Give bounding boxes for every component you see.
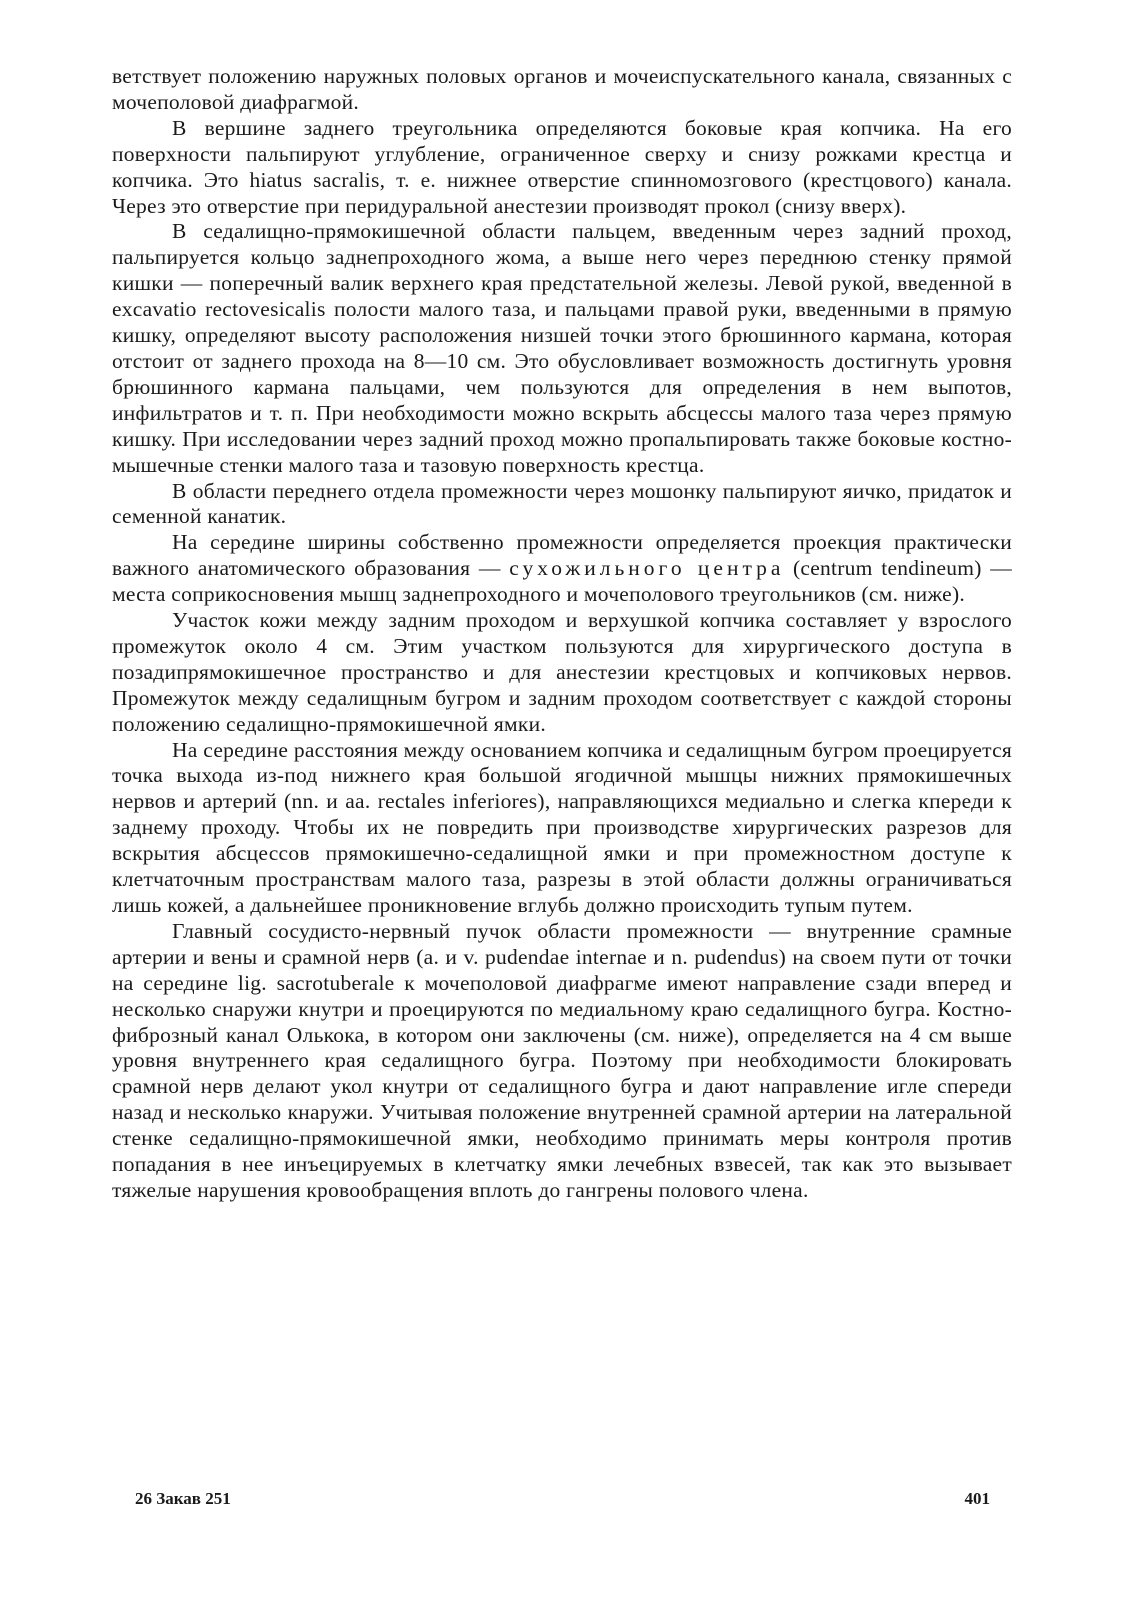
paragraph-rectal-nerves: На середине расстояния между основанием копчика и седалищным бугром проецируется точка выхода из-под нижнего края большой ягодичной мышцы нижних прямокишечных нервов и артерий (nn. и aa. rectales inferiores), направляющихся медиально и слегка кпереди к заднему проходу. Чтобы их не повредить при производстве хирургических разрезов для вскрытия абсцессов прямокишечно-седалищной ямки и при промежностном доступе к клетчаточным пространствам малого таза, разрезы в этой области должны ограничиваться лишь кожей, а дальнейшее проникновение вглубь должно происходить тупым путем. — [112, 737, 1012, 917]
paragraph-centrum-tendineum — [112, 530, 1012, 608]
page-footer — [135, 1489, 990, 1509]
centrum-text-before: На середине ширины собственно промежности определяется проекция практически важного анатомического образования — — [112, 530, 1012, 581]
paragraph-coccyx-interval: Участок кожи между задним проходом и верхушкой копчика составляет у взрослого промежуток около 4 см. Этим участком пользуются для хирургического доступа в позадипрямокишечное пространство и для анестезии крестцовых и копчиковых нервов. Промежуток между седалищным бугром и задним проходом соответствует с каждой стороны положению седалищно-прямокишечной ямки. — [112, 608, 1012, 736]
paragraph-pudendal-bundle: Главный сосудисто-нервный пучок области промежности — внутренние срамные артерии и вены и срамной нерв (a. и v. pudendae internae и n. pudendus) на своем пути от точки на середине lig. sacrotuberale к мочеполовой диафрагме имеют направление сзади вперед и несколько снаружи кнутри и проецируются по медиальному краю седалищного бугра. Костно-фиброзный канал Олькока, в котором они заключены (см. ниже), определяется на 4 см выше уровня внутреннего края седалищного бугра. Поэтому при необходимости блокировать срамной нерв делают укол кнутри от седалищного бугра и дают направление игле спереди назад и несколько кнаружи. Учитывая положение внутренней срамной артерии на латеральной стенке седалищно-прямокишечной ямки, необходимо принимать меры контроля против попадания в нее инъецируемых в клетчатку ямки лечебных взвесей, так как это вызывает тяжелые нарушения кровообращения вплоть до гангрены полового члена. — [112, 918, 1012, 1202]
centrum-text-after: (centrum tendineum) — места соприкосновения мышц заднепроходного и мочеполового треугольников (см. ниже). — [112, 556, 1012, 607]
centrum-spaced-term: сухожильного центра — [509, 556, 785, 581]
paragraph-continuation: ветствует положению наружных половых органов и мочеиспускательного канала, связанных с мочеполовой диафрагмой. — [112, 64, 1012, 114]
body-text — [112, 64, 1012, 1204]
paragraph-scrotum-palpation: В области переднего отдела промежности через мошонку пальпируют яичко, придаток и семенной канатик. — [112, 478, 1012, 529]
paragraph-ischiorectal-palpation: В седалищно-прямокишечной области пальцем, введенным через задний проход, пальпируется кольцо заднепроходного жома, а выше него через переднюю стенку прямой кишки — поперечный валик верхнего края предстательной железы. Левой рукой, введенной в excavatio rectovesicalis полости малого таза, и пальцами правой руки, введенными в прямую кишку, определяют высоту расположения низшей точки этого брюшинного кармана, которая отстоит от заднего прохода на 8—10 см. Это обусловливает возможность достигнуть уровня брюшинного кармана пальцами, чем пользуются для определения в нем выпотов, инфильтратов и т. п. При необходимости можно вскрыть абсцессы малого таза через прямую кишку. При исследовании через задний проход можно пропальпировать также боковые костно-мышечные стенки малого таза и тазовую поверхность крестца. — [112, 219, 1012, 477]
paragraph-hiatus-sacralis: В вершине заднего треугольника определяются боковые края копчика. На его поверхности пальпируют углубление, ограниченное сверху и снизу рожками крестца и копчика. Это hiatus sacralis, т. е. нижнее отверстие спинномозгового (крестцового) канала. Через это отверстие при перидуральной анестезии производят прокол (снизу вверх). — [112, 115, 1012, 218]
printer-signature: 26 Закав 251 — [135, 1489, 231, 1508]
page-number: 401 — [964, 1489, 990, 1508]
